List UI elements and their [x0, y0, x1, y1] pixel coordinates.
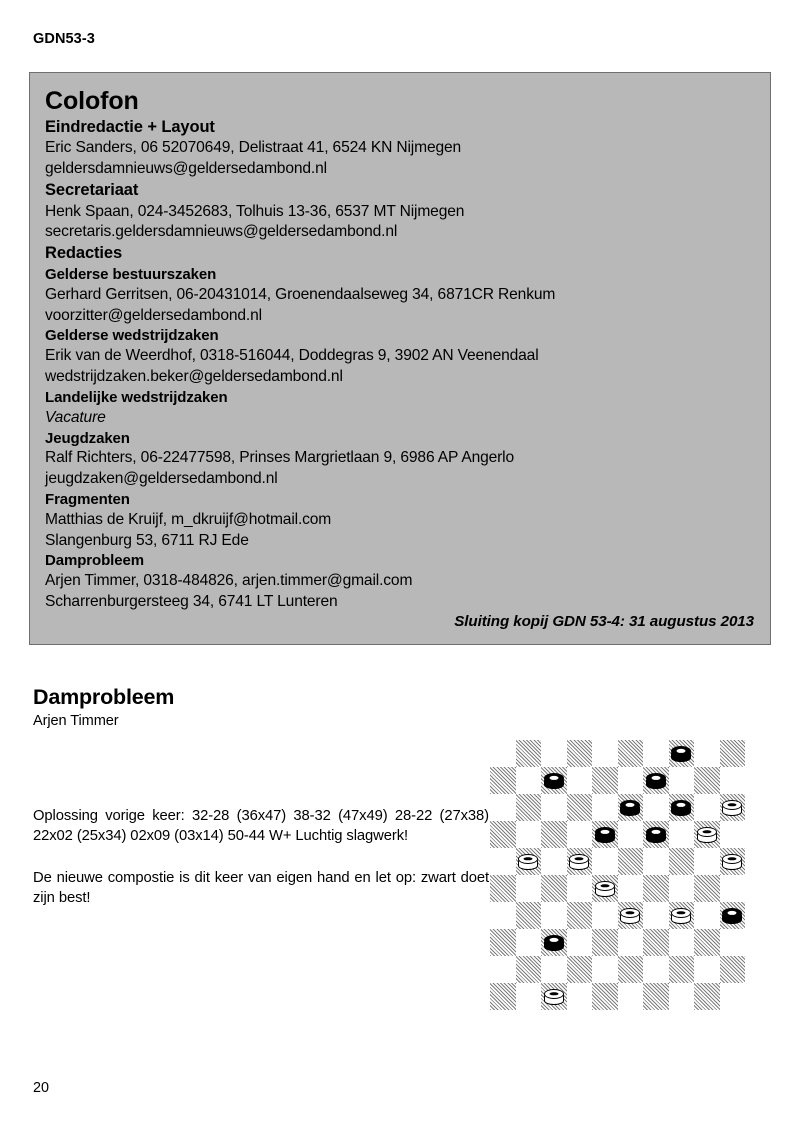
piece-top [569, 854, 589, 864]
black-piece [671, 800, 691, 816]
board-square-dark [516, 740, 542, 767]
board-square-light [618, 929, 644, 956]
piece-top [544, 935, 564, 945]
black-piece [595, 827, 615, 843]
board-square-dark [720, 956, 746, 983]
white-piece [697, 827, 717, 843]
board-square-light [669, 821, 695, 848]
document-header-issue: GDN53-3 [33, 31, 95, 47]
piece-top [544, 989, 564, 999]
white-piece [569, 854, 589, 870]
colofon-line: Matthias de Kruijf, m_dkruijf@hotmail.com [45, 510, 332, 528]
colofon-subheading: Damprobleem [45, 552, 144, 570]
colofon-line: jeugdzaken@geldersedambond.nl [45, 470, 278, 488]
board-square-dark [516, 902, 542, 929]
board-square-dark [541, 767, 567, 794]
piece-top [544, 773, 564, 783]
board-square-dark [720, 848, 746, 875]
board-square-light [618, 875, 644, 902]
colofon-heading: Secretariaat [45, 180, 139, 199]
board-square-light [567, 875, 593, 902]
board-square-dark [516, 956, 542, 983]
board-square-dark [490, 875, 516, 902]
board-square-dark [618, 956, 644, 983]
board-square-light [541, 740, 567, 767]
piece-top [518, 854, 538, 864]
board-square-dark [643, 821, 669, 848]
board-square-light [516, 821, 542, 848]
white-piece [544, 989, 564, 1005]
damprobleem-text-column [33, 806, 489, 908]
colofon-subheading: Jeugdzaken [45, 429, 130, 447]
colofon-line: Gerhard Gerritsen, 06-20431014, Groenendaalseweg 34, 6871CR Renkum [45, 285, 556, 303]
board-square-light [618, 821, 644, 848]
damprobleem-section-title: Damprobleem [33, 685, 175, 709]
board-square-dark [694, 983, 720, 1010]
board-square-dark [541, 929, 567, 956]
board-square-dark [592, 929, 618, 956]
board-square-light [567, 821, 593, 848]
colofon-heading: Eindredactie + Layout [45, 117, 215, 136]
colofon-closing-note: Sluiting kopij GDN 53-4: 31 augustus 2013 [454, 613, 754, 630]
colofon-line: Scharrenburgersteeg 34, 6741 LT Lunteren [45, 592, 338, 610]
piece-top [620, 800, 640, 810]
colofon-line: Slangenburg 53, 6711 RJ Ede [45, 531, 249, 549]
board-square-dark [592, 983, 618, 1010]
black-piece [620, 800, 640, 816]
board-square-light [720, 983, 746, 1010]
board-square-light [541, 902, 567, 929]
piece-top [671, 800, 691, 810]
board-square-light [669, 767, 695, 794]
colofon-box [29, 72, 771, 645]
board-square-dark [618, 848, 644, 875]
board-square-dark [720, 740, 746, 767]
board-square-dark [567, 902, 593, 929]
board-square-light [490, 902, 516, 929]
board-square-light [694, 740, 720, 767]
colofon-subheading: Fragmenten [45, 490, 130, 508]
board-square-light [643, 740, 669, 767]
colofon-content [30, 73, 770, 613]
board-square-dark [567, 740, 593, 767]
damprobleem-author: Arjen Timmer [33, 713, 119, 729]
board-square-light [669, 929, 695, 956]
piece-top [646, 773, 666, 783]
board-square-light [567, 767, 593, 794]
board-square-dark [516, 794, 542, 821]
board-square-light [694, 848, 720, 875]
board-square-dark [516, 848, 542, 875]
page-number: 20 [33, 1080, 50, 1096]
board-square-light [694, 794, 720, 821]
piece-top [595, 881, 615, 891]
board-square-dark [541, 875, 567, 902]
board-square-light [541, 848, 567, 875]
board-square-dark [592, 875, 618, 902]
piece-top [671, 908, 691, 918]
colofon-heading: Redacties [45, 244, 123, 263]
black-piece [646, 827, 666, 843]
colofon-line: Erik van de Weerdhof, 0318-516044, Doddegras 9, 3902 AN Veenendaal [45, 347, 539, 365]
board-square-light [592, 956, 618, 983]
board-square-dark [618, 902, 644, 929]
white-piece [722, 800, 742, 816]
board-square-light [720, 875, 746, 902]
board-square-light [490, 956, 516, 983]
black-piece [544, 773, 564, 789]
board-square-dark [669, 902, 695, 929]
colofon-line: secretaris.geldersdamnieuws@geldersedambond.nl [45, 223, 398, 241]
board-square-dark [490, 767, 516, 794]
board-square-light [541, 956, 567, 983]
board-square-light [669, 875, 695, 902]
colofon-line: Henk Spaan, 024-3452683, Tolhuis 13-36, 6537 MT Nijmegen [45, 202, 465, 220]
board-square-light [592, 848, 618, 875]
black-piece [671, 746, 691, 762]
board-square-dark [643, 875, 669, 902]
colofon-line: voorzitter@geldersedambond.nl [45, 306, 262, 324]
white-piece [518, 854, 538, 870]
colofon-line: Ralf Richters, 06-22477598, Prinses Margrietlaan 9, 6986 AP Angerlo [45, 449, 515, 467]
board-square-light [694, 956, 720, 983]
board-square-dark [567, 794, 593, 821]
colofon-line: Arjen Timmer, 0318-484826, arjen.timmer@gmail.com [45, 572, 413, 590]
board-square-dark [643, 983, 669, 1010]
board-square-light [720, 929, 746, 956]
white-piece [595, 881, 615, 897]
board-square-dark [694, 767, 720, 794]
board-square-light [643, 902, 669, 929]
colofon-title: Colofon [45, 87, 139, 115]
board-square-light [567, 929, 593, 956]
colofon-line: Eric Sanders, 06 52070649, Delistraat 41, 6524 KN Nijmegen [45, 139, 462, 157]
board-square-light [720, 821, 746, 848]
piece-top [722, 854, 742, 864]
black-piece [544, 935, 564, 951]
piece-top [697, 827, 717, 837]
board-square-dark [669, 848, 695, 875]
board-square-light [720, 767, 746, 794]
board-square-light [618, 983, 644, 1010]
board-square-light [567, 983, 593, 1010]
board-square-light [516, 983, 542, 1010]
board-square-light [618, 767, 644, 794]
board-square-dark [643, 767, 669, 794]
board-square-light [694, 902, 720, 929]
colofon-subheading: Landelijke wedstrijdzaken [45, 388, 228, 406]
colofon-subheading: Gelderse wedstrijdzaken [45, 327, 219, 345]
board-square-light [516, 875, 542, 902]
board-square-light [643, 956, 669, 983]
board-square-dark [618, 794, 644, 821]
board-square-dark [669, 956, 695, 983]
board-square-dark [694, 875, 720, 902]
board-square-dark [720, 794, 746, 821]
colofon-subheading: Gelderse bestuurszaken [45, 266, 217, 284]
board-square-dark [643, 929, 669, 956]
board-square-light [643, 794, 669, 821]
board-square-light [541, 794, 567, 821]
board-square-dark [490, 983, 516, 1010]
board-square-light [592, 902, 618, 929]
board-square-dark [694, 929, 720, 956]
board-square-light [490, 794, 516, 821]
board-square-dark [592, 767, 618, 794]
board-square-dark [490, 821, 516, 848]
board-square-dark [490, 929, 516, 956]
board-square-dark [694, 821, 720, 848]
draughts-board [490, 740, 745, 1010]
black-piece [646, 773, 666, 789]
white-piece [671, 908, 691, 924]
board-square-dark [592, 821, 618, 848]
board-square-light [490, 740, 516, 767]
piece-top [620, 908, 640, 918]
white-piece [620, 908, 640, 924]
board-square-dark [669, 794, 695, 821]
board-square-dark [567, 956, 593, 983]
colofon-entry-list [45, 117, 752, 613]
board-square-light [516, 929, 542, 956]
board-square-dark [567, 848, 593, 875]
board-square-light [516, 767, 542, 794]
board-square-light [592, 794, 618, 821]
board-square-light [643, 848, 669, 875]
board-square-dark [669, 740, 695, 767]
colofon-line: wedstrijdzaken.beker@geldersedambond.nl [45, 368, 343, 386]
board-square-light [669, 983, 695, 1010]
white-piece [722, 854, 742, 870]
piece-top [722, 908, 742, 918]
board-square-light [490, 848, 516, 875]
board-square-dark [720, 902, 746, 929]
piece-top [595, 827, 615, 837]
black-piece [722, 908, 742, 924]
piece-top [671, 746, 691, 756]
board-square-dark [618, 740, 644, 767]
solution-paragraph: Oplossing vorige keer: 32-28 (36x47) 38-32 (47x49) 28-22 (27x38) 22x02 (25x34) 02x09 (03x14) 50-44 W+ Luchtig slagwerk! [33, 808, 489, 845]
piece-top [722, 800, 742, 810]
piece-top [646, 827, 666, 837]
board-square-dark [541, 983, 567, 1010]
colofon-line: Vacature [45, 408, 106, 426]
new-composition-paragraph: De nieuwe compostie is dit keer van eigen hand en let op: zwart doet zijn best! [33, 870, 489, 907]
board-square-light [592, 740, 618, 767]
board-square-dark [541, 821, 567, 848]
colofon-line: geldersdamnieuws@geldersedambond.nl [45, 160, 327, 178]
